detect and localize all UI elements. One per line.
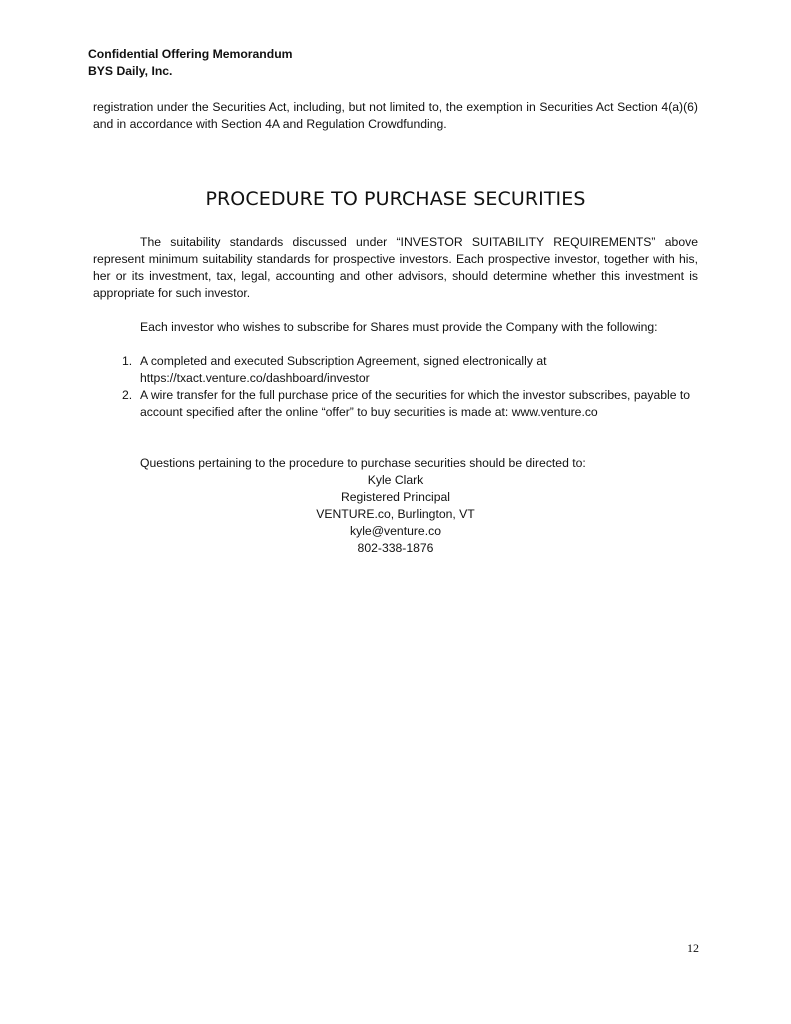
contact-email: kyle@venture.co	[350, 524, 441, 538]
spacer	[93, 421, 698, 455]
list-item-text: A completed and executed Subscription Agreement, signed electronically at https://txact.venture.co/dashboard/investor	[140, 354, 547, 385]
contact-organization: VENTURE.co, Burlington, VT	[316, 507, 475, 521]
intro-paragraph: registration under the Securities Act, including, but not limited to, the exemption in Securities Act Section 4(a)(6) and in accordance with Section 4A and Regulation Crowdfunding.	[93, 100, 698, 131]
page-number: 12	[687, 941, 699, 955]
spacer	[93, 133, 698, 187]
header-title: Confidential Offering Memorandum	[88, 47, 293, 61]
contact-block	[93, 472, 698, 557]
contact-name: Kyle Clark	[367, 473, 424, 487]
spacer	[93, 211, 698, 234]
list-item-number: 1.	[122, 354, 133, 368]
list-item	[93, 387, 698, 421]
list-item	[93, 353, 698, 387]
list-item-number: 2.	[122, 388, 133, 402]
spacer	[93, 302, 698, 319]
section-title: PROCEDURE TO PURCHASE SECURITIES	[205, 188, 586, 210]
suitability-paragraph: The suitability standards discussed under “INVESTOR SUITABILITY REQUIREMENTS” above represent minimum suitability standards for prospective investors. Each prospective investor, together with his, her or its investment, tax, legal, accounting and other advisors, should determine whether this investment is appropriate for such investor.	[93, 235, 698, 300]
requirements-list	[93, 353, 698, 421]
document-body	[93, 99, 698, 557]
spacer	[93, 336, 698, 353]
contact-title: Registered Principal	[340, 490, 451, 504]
requirements-intro: Each investor who wishes to subscribe for Shares must provide the Company with the following:	[140, 320, 658, 334]
header-company: BYS Daily, Inc.	[88, 64, 173, 78]
document-header	[88, 46, 698, 80]
contact-phone: 802-338-1876	[357, 541, 434, 555]
questions-paragraph: Questions pertaining to the procedure to purchase securities should be directed to:	[140, 456, 586, 470]
list-item-text: A wire transfer for the full purchase price of the securities for which the investor subscribes, payable to account specified after the online “offer” to buy securities is made at: www.venture.co	[140, 388, 691, 419]
